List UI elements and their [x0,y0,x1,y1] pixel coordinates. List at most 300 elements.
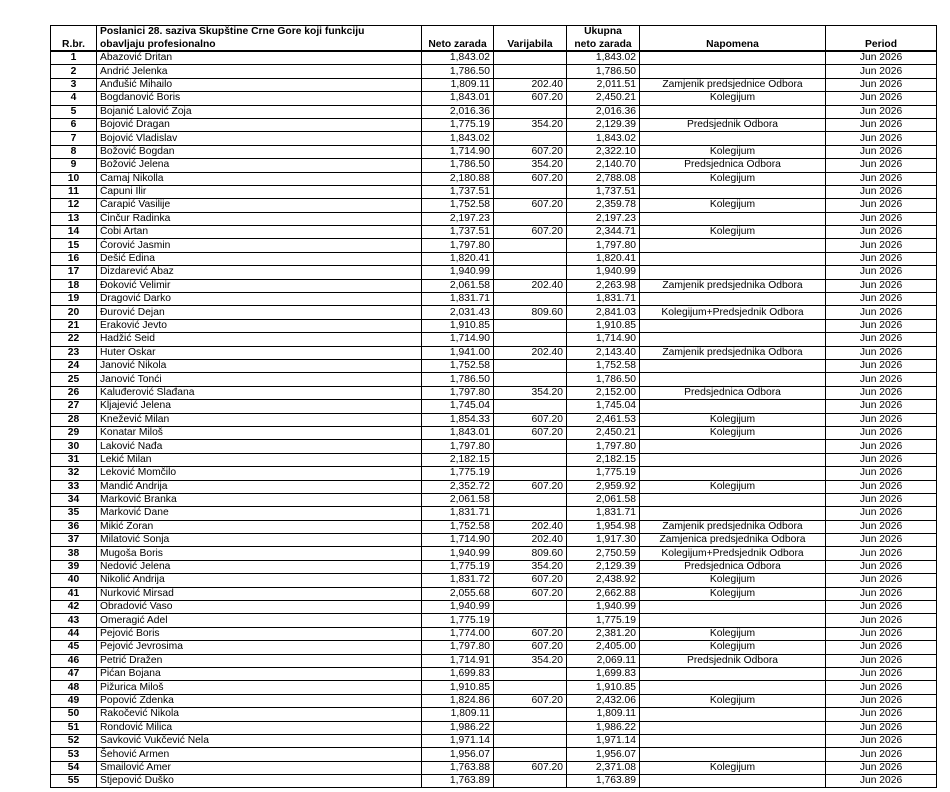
varijabila-cell [494,239,567,252]
header-napomena: Napomena [640,37,826,51]
table-row [51,92,937,105]
name-cell: Dizdarević Abaz [97,266,422,279]
row-number-cell: 26 [51,386,97,399]
header-ukupna-line2: neto zarada [567,37,640,51]
ukupna-cell: 1,737.51 [567,185,640,198]
name-cell: Dragović Darko [97,293,422,306]
varijabila-cell [494,775,567,788]
varijabila-cell: 354.20 [494,386,567,399]
varijabila-cell [494,507,567,520]
varijabila-cell: 607.20 [494,172,567,185]
neto-zarada-cell: 1,775.19 [422,467,494,480]
neto-zarada-cell: 1,941.00 [422,346,494,359]
napomena-cell [640,453,826,466]
napomena-cell: Kolegijum [640,199,826,212]
varijabila-cell: 354.20 [494,118,567,131]
period-cell: Jun 2026 [826,601,937,614]
name-cell: Knežević Milan [97,413,422,426]
varijabila-cell [494,319,567,332]
name-cell: Ćorović Jasmin [97,239,422,252]
napomena-cell: Predsjednica Odbora [640,560,826,573]
napomena-cell [640,775,826,788]
napomena-cell [640,239,826,252]
row-number-cell: 8 [51,145,97,158]
period-cell: Jun 2026 [826,172,937,185]
neto-zarada-cell: 1,752.58 [422,359,494,372]
napomena-cell [640,51,826,65]
napomena-cell: Predsjednik Odbora [640,118,826,131]
neto-zarada-cell: 1,940.99 [422,601,494,614]
ukupna-cell: 1,786.50 [567,373,640,386]
ukupna-cell: 2,461.53 [567,413,640,426]
row-number-cell: 27 [51,400,97,413]
napomena-cell: Kolegijum [640,172,826,185]
neto-zarada-cell: 1,820.41 [422,252,494,265]
name-cell: Božović Bogdan [97,145,422,158]
period-cell: Jun 2026 [826,654,937,667]
neto-zarada-cell: 1,775.19 [422,118,494,131]
ukupna-cell: 1,831.71 [567,293,640,306]
varijabila-cell [494,440,567,453]
varijabila-cell: 607.20 [494,413,567,426]
varijabila-cell [494,453,567,466]
name-cell: Nurković Mirsad [97,587,422,600]
row-number-cell: 25 [51,373,97,386]
table-row [51,118,937,131]
varijabila-cell: 607.20 [494,199,567,212]
ukupna-cell: 2,069.11 [567,654,640,667]
name-cell: Marković Dane [97,507,422,520]
table-row [51,199,937,212]
varijabila-cell [494,748,567,761]
period-cell: Jun 2026 [826,239,937,252]
napomena-cell: Kolegijum [640,641,826,654]
varijabila-cell: 354.20 [494,654,567,667]
ukupna-cell: 2,450.21 [567,426,640,439]
napomena-cell: Kolegijum [640,694,826,707]
ukupna-cell: 2,344.71 [567,226,640,239]
row-number-cell: 54 [51,761,97,774]
varijabila-cell: 202.40 [494,78,567,91]
period-cell: Jun 2026 [826,279,937,292]
period-cell: Jun 2026 [826,266,937,279]
name-cell: Milatović Sonja [97,534,422,547]
table-row [51,587,937,600]
name-cell: Rakočević Nikola [97,708,422,721]
row-number-cell: 14 [51,226,97,239]
neto-zarada-cell: 1,763.89 [422,775,494,788]
napomena-cell [640,748,826,761]
period-cell: Jun 2026 [826,118,937,131]
varijabila-cell [494,359,567,372]
name-cell: Popović Zdenka [97,694,422,707]
varijabila-cell: 354.20 [494,159,567,172]
name-cell: Čapuni Ilir [97,185,422,198]
period-cell: Jun 2026 [826,534,937,547]
table-row [51,560,937,573]
napomena-cell: Kolegijum [640,761,826,774]
ukupna-cell: 1,843.02 [567,132,640,145]
table-row [51,694,937,707]
neto-zarada-cell: 1,971.14 [422,734,494,747]
ukupna-cell: 2,371.08 [567,761,640,774]
neto-zarada-cell: 2,031.43 [422,306,494,319]
napomena-cell [640,266,826,279]
table-row [51,480,937,493]
table-row [51,172,937,185]
neto-zarada-cell: 1,714.90 [422,145,494,158]
name-cell: Anđušić Mihailo [97,78,422,91]
ukupna-cell: 2,322.10 [567,145,640,158]
row-number-cell: 1 [51,51,97,65]
row-number-cell: 49 [51,694,97,707]
napomena-cell: Kolegijum+Predsjednik Odbora [640,547,826,560]
row-number-cell: 45 [51,641,97,654]
name-cell: Nikolić Andrija [97,574,422,587]
napomena-cell [640,105,826,118]
varijabila-cell [494,400,567,413]
neto-zarada-cell: 1,737.51 [422,226,494,239]
neto-zarada-cell: 2,061.58 [422,493,494,506]
varijabila-cell [494,734,567,747]
row-number-cell: 30 [51,440,97,453]
row-number-cell: 10 [51,172,97,185]
name-cell: Bojović Vladislav [97,132,422,145]
table-row [51,493,937,506]
varijabila-cell: 809.60 [494,306,567,319]
table-row [51,159,937,172]
table-row [51,534,937,547]
ukupna-cell: 1,699.83 [567,667,640,680]
period-cell: Jun 2026 [826,748,937,761]
period-cell: Jun 2026 [826,105,937,118]
name-cell: Kljajević Jelena [97,400,422,413]
neto-zarada-cell: 1,824.86 [422,694,494,707]
napomena-cell: Zamjenik predsjednika Odbora [640,520,826,533]
period-cell: Jun 2026 [826,721,937,734]
varijabila-cell [494,51,567,65]
ukupna-cell: 2,016.36 [567,105,640,118]
neto-zarada-cell: 1,797.80 [422,440,494,453]
row-number-cell: 9 [51,159,97,172]
napomena-cell [640,400,826,413]
neto-zarada-cell: 1,752.58 [422,520,494,533]
row-number-cell: 4 [51,92,97,105]
row-number-cell: 15 [51,239,97,252]
table-row [51,748,937,761]
table-row [51,373,937,386]
neto-zarada-cell: 1,763.88 [422,761,494,774]
name-cell: Nedović Jelena [97,560,422,573]
table-row [51,601,937,614]
ukupna-cell: 1,745.04 [567,400,640,413]
period-cell: Jun 2026 [826,159,937,172]
table-row [51,132,937,145]
napomena-cell: Zamjenik predsjednice Odbora [640,78,826,91]
name-cell: Božović Jelena [97,159,422,172]
name-cell: Janović Nikola [97,359,422,372]
period-cell: Jun 2026 [826,667,937,680]
varijabila-cell [494,185,567,198]
table-row [51,78,937,91]
period-cell: Jun 2026 [826,346,937,359]
name-cell: Čarapić Vasilije [97,199,422,212]
table-row [51,319,937,332]
period-cell: Jun 2026 [826,467,937,480]
ukupna-cell: 1,752.58 [567,359,640,372]
ukupna-cell: 1,910.85 [567,681,640,694]
napomena-cell [640,212,826,225]
varijabila-cell [494,493,567,506]
neto-zarada-cell: 1,831.72 [422,574,494,587]
period-cell: Jun 2026 [826,775,937,788]
name-cell: Mandić Andrija [97,480,422,493]
table-body [51,51,937,788]
neto-zarada-cell: 1,843.02 [422,132,494,145]
varijabila-cell: 354.20 [494,560,567,573]
ukupna-cell: 2,359.78 [567,199,640,212]
table-row [51,667,937,680]
neto-zarada-cell: 1,797.80 [422,239,494,252]
neto-zarada-cell: 1,737.51 [422,185,494,198]
row-number-cell: 50 [51,708,97,721]
name-cell: Abazović Dritan [97,51,422,65]
name-cell: Lekić Milan [97,453,422,466]
varijabila-cell: 607.20 [494,627,567,640]
header-period-top [826,26,937,38]
table-row [51,520,937,533]
napomena-cell: Predsjednik Odbora [640,654,826,667]
varijabila-cell: 607.20 [494,426,567,439]
neto-zarada-cell: 2,197.23 [422,212,494,225]
period-cell: Jun 2026 [826,78,937,91]
ukupna-cell: 2,129.39 [567,560,640,573]
varijabila-cell [494,681,567,694]
ukupna-cell: 2,959.92 [567,480,640,493]
napomena-cell: Kolegijum [640,627,826,640]
table-row [51,761,937,774]
napomena-cell [640,734,826,747]
napomena-cell: Kolegijum [640,226,826,239]
row-number-cell: 43 [51,614,97,627]
neto-zarada-cell: 2,180.88 [422,172,494,185]
neto-zarada-cell: 1,714.90 [422,534,494,547]
varijabila-cell [494,601,567,614]
neto-zarada-cell: 1,699.83 [422,667,494,680]
name-cell: Mikić Zoran [97,520,422,533]
period-cell: Jun 2026 [826,507,937,520]
varijabila-cell: 202.40 [494,520,567,533]
ukupna-cell: 1,797.80 [567,239,640,252]
varijabila-cell: 607.20 [494,92,567,105]
row-number-cell: 52 [51,734,97,747]
name-cell: Laković Nađa [97,440,422,453]
name-cell: Bojanić Lalović Zoja [97,105,422,118]
period-cell: Jun 2026 [826,400,937,413]
napomena-cell [640,65,826,78]
napomena-cell: Predsjednica Odbora [640,386,826,399]
period-cell: Jun 2026 [826,199,937,212]
name-cell: Leković Momčilo [97,467,422,480]
header-napomena-top [640,26,826,38]
ukupna-cell: 2,263.98 [567,279,640,292]
neto-zarada-cell: 2,352.72 [422,480,494,493]
period-cell: Jun 2026 [826,132,937,145]
row-number-cell: 33 [51,480,97,493]
name-cell: Savković Vukčević Nela [97,734,422,747]
ukupna-cell: 1,986.22 [567,721,640,734]
row-number-cell: 38 [51,547,97,560]
name-cell: Andrić Jelenka [97,65,422,78]
napomena-cell [640,614,826,627]
napomena-cell: Zamjenik predsjednika Odbora [640,279,826,292]
varijabila-cell [494,105,567,118]
ukupna-cell: 2,438.92 [567,574,640,587]
table-row [51,453,937,466]
neto-zarada-cell: 1,843.01 [422,426,494,439]
period-cell: Jun 2026 [826,734,937,747]
varijabila-cell [494,467,567,480]
name-cell: Dešić Edina [97,252,422,265]
table-row [51,51,937,65]
neto-zarada-cell: 1,774.00 [422,627,494,640]
name-cell: Đurović Dejan [97,306,422,319]
neto-zarada-cell: 1,986.22 [422,721,494,734]
ukupna-cell: 2,197.23 [567,212,640,225]
period-cell: Jun 2026 [826,493,937,506]
neto-zarada-cell: 1,775.19 [422,560,494,573]
row-number-cell: 16 [51,252,97,265]
name-cell: Marković Branka [97,493,422,506]
neto-zarada-cell: 1,745.04 [422,400,494,413]
napomena-cell [640,667,826,680]
row-number-cell: 11 [51,185,97,198]
neto-zarada-cell: 1,786.50 [422,65,494,78]
name-cell: Rondović Milica [97,721,422,734]
name-cell: Smailović Amer [97,761,422,774]
napomena-cell: Kolegijum [640,480,826,493]
napomena-cell: Kolegijum [640,574,826,587]
napomena-cell: Kolegijum [640,426,826,439]
varijabila-cell [494,667,567,680]
period-cell: Jun 2026 [826,226,937,239]
table-row [51,212,937,225]
ukupna-cell: 1,971.14 [567,734,640,747]
period-cell: Jun 2026 [826,694,937,707]
period-cell: Jun 2026 [826,708,937,721]
neto-zarada-cell: 1,797.80 [422,641,494,654]
row-number-cell: 37 [51,534,97,547]
table-row [51,574,937,587]
name-cell: Kaluđerović Slađana [97,386,422,399]
ukupna-cell: 2,140.70 [567,159,640,172]
name-cell: Pejović Boris [97,627,422,640]
row-number-cell: 39 [51,560,97,573]
table-row [51,681,937,694]
ukupna-cell: 1,775.19 [567,467,640,480]
period-cell: Jun 2026 [826,426,937,439]
table-row [51,306,937,319]
varijabila-cell [494,614,567,627]
neto-zarada-cell: 1,797.80 [422,386,494,399]
name-cell: Pićan Bojana [97,667,422,680]
header-rbr-top [51,26,97,38]
name-cell: Đoković Velimir [97,279,422,292]
period-cell: Jun 2026 [826,560,937,573]
napomena-cell: Predsjednica Odbora [640,159,826,172]
napomena-cell [640,708,826,721]
table-row [51,346,937,359]
ukupna-cell: 1,917.30 [567,534,640,547]
period-cell: Jun 2026 [826,306,937,319]
period-cell: Jun 2026 [826,480,937,493]
row-number-cell: 12 [51,199,97,212]
ukupna-cell: 2,152.00 [567,386,640,399]
row-number-cell: 5 [51,105,97,118]
varijabila-cell [494,252,567,265]
varijabila-cell: 607.20 [494,226,567,239]
varijabila-cell [494,293,567,306]
period-cell: Jun 2026 [826,440,937,453]
napomena-cell [640,721,826,734]
varijabila-cell [494,721,567,734]
header-neto-top [422,26,494,38]
name-cell: Janović Tonći [97,373,422,386]
ukupna-cell: 2,011.51 [567,78,640,91]
period-cell: Jun 2026 [826,65,937,78]
table-row [51,627,937,640]
neto-zarada-cell: 1,843.01 [422,92,494,105]
napomena-cell [640,681,826,694]
table-row [51,467,937,480]
ukupna-cell: 2,182.15 [567,453,640,466]
row-number-cell: 36 [51,520,97,533]
period-cell: Jun 2026 [826,373,937,386]
table-row [51,333,937,346]
table-row [51,400,937,413]
table-row [51,65,937,78]
table-row [51,426,937,439]
table-row [51,105,937,118]
header-varijabila-top [494,26,567,38]
row-number-cell: 7 [51,132,97,145]
napomena-cell [640,601,826,614]
neto-zarada-cell: 1,809.11 [422,708,494,721]
napomena-cell [640,507,826,520]
name-cell: Pižurica Miloš [97,681,422,694]
neto-zarada-cell: 1,752.58 [422,199,494,212]
ukupna-cell: 2,143.40 [567,346,640,359]
ukupna-cell: 1,763.89 [567,775,640,788]
varijabila-cell [494,65,567,78]
name-cell: Čobi Artan [97,226,422,239]
period-cell: Jun 2026 [826,520,937,533]
header-period: Period [826,37,937,51]
ukupna-cell: 2,129.39 [567,118,640,131]
neto-zarada-cell: 1,940.99 [422,266,494,279]
row-number-cell: 46 [51,654,97,667]
neto-zarada-cell: 2,055.68 [422,587,494,600]
napomena-cell [640,132,826,145]
table-row [51,293,937,306]
napomena-cell [640,333,826,346]
table-header [51,26,937,52]
name-cell: Omeragić Adel [97,614,422,627]
neto-zarada-cell: 1,786.50 [422,159,494,172]
name-cell: Šehović Armen [97,748,422,761]
napomena-cell [640,185,826,198]
table-row [51,252,937,265]
